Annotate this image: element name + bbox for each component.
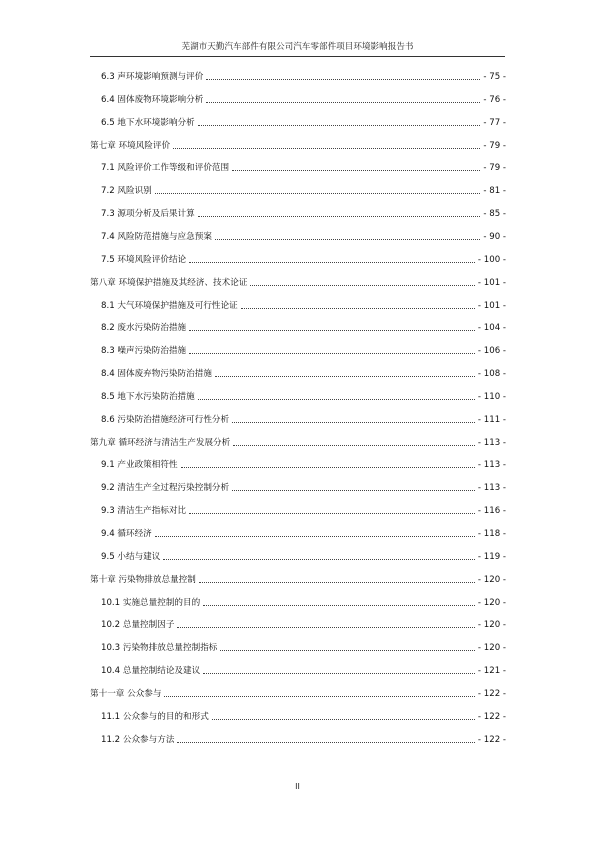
toc-section-entry[interactable]	[90, 550, 506, 564]
toc-section-entry[interactable]	[90, 458, 506, 472]
toc-entry-page: - 120 -	[477, 597, 506, 608]
toc-entry-label: 7.4 风险防范措施与应急预案	[101, 231, 212, 242]
toc-section-entry[interactable]	[90, 596, 506, 610]
toc-entry-label: 10.1 实施总量控制的目的	[101, 597, 201, 608]
toc-entry-label: 7.1 风险评价工作等级和评价范围	[101, 163, 230, 174]
toc-entry-label: 11.1 公众参与的目的和形式	[101, 711, 209, 722]
toc-section-entry[interactable]	[90, 321, 506, 335]
toc-entry-page: - 120 -	[477, 620, 506, 631]
toc-entry-label: 7.5 环境风险评价结论	[101, 254, 187, 265]
toc-dot-leader	[215, 376, 475, 377]
toc-dot-leader	[163, 559, 475, 560]
toc-dot-leader	[220, 650, 475, 651]
toc-section-entry[interactable]	[90, 390, 506, 404]
toc-entry-label: 9.2 清洁生产全过程污染控制分析	[101, 483, 230, 494]
toc-section-entry[interactable]	[90, 733, 506, 747]
toc-section-entry[interactable]	[90, 116, 506, 130]
toc-entry-label: 10.3 污染物排放总量控制指标	[101, 643, 218, 654]
toc-entry-page: - 104 -	[477, 323, 506, 334]
toc-entry-label: 第八章 环境保护措施及其经济、技术论证	[90, 277, 248, 288]
toc-dot-leader	[203, 605, 475, 606]
toc-entry-page: - 101 -	[477, 300, 506, 311]
toc-dot-leader	[198, 399, 475, 400]
toc-section-entry[interactable]	[90, 367, 506, 381]
toc-dot-leader	[233, 445, 475, 446]
toc-entry-label: 10.4 总量控制结论及建议	[101, 666, 201, 677]
toc-entry-page: - 81 -	[483, 186, 506, 197]
toc-entry-label: 9.1 产业政策相符性	[101, 460, 178, 471]
toc-chapter-entry[interactable]	[90, 139, 506, 153]
toc-entry-page: - 90 -	[483, 231, 506, 242]
toc-entry-label: 7.3 源项分析及后果计算	[101, 209, 195, 220]
toc-section-entry[interactable]	[90, 70, 506, 84]
toc-section-entry[interactable]	[90, 413, 506, 427]
toc-dot-leader	[206, 79, 480, 80]
toc-entry-page: - 75 -	[483, 72, 506, 82]
toc-entry-page: - 111 -	[477, 414, 506, 425]
toc-section-entry[interactable]	[90, 299, 506, 313]
toc-entry-label: 9.5 小结与建议	[101, 551, 161, 562]
toc-section-entry[interactable]	[90, 230, 506, 244]
toc-section-entry[interactable]	[90, 618, 506, 632]
toc-entry-page: - 122 -	[477, 688, 506, 699]
toc-chapter-entry[interactable]	[90, 276, 506, 290]
toc-chapter-entry[interactable]	[90, 573, 506, 587]
toc-chapter-entry[interactable]	[90, 436, 506, 450]
toc-entry-page: - 120 -	[477, 643, 506, 654]
toc-entry-label: 8.5 地下水污染防治措施	[101, 391, 195, 402]
toc-entry-page: - 118 -	[477, 529, 506, 539]
toc-dot-leader	[212, 719, 475, 720]
toc-entry-page: - 79 -	[483, 163, 506, 174]
toc-dot-leader	[241, 308, 475, 309]
toc-entry-label: 9.3 清洁生产指标对比	[101, 506, 187, 517]
toc-entry-label: 8.1 大气环境保护措施及可行性论证	[101, 300, 238, 311]
toc-section-entry[interactable]	[90, 527, 506, 541]
toc-section-entry[interactable]	[90, 664, 506, 678]
toc-entry-label: 第九章 循环经济与清洁生产发展分析	[90, 437, 231, 448]
toc-dot-leader	[250, 285, 475, 286]
toc-dot-leader	[155, 193, 481, 194]
toc-section-entry[interactable]	[90, 641, 506, 655]
toc-entry-label: 6.5 地下水环境影响分析	[101, 117, 195, 128]
toc-entry-page: - 122 -	[477, 734, 506, 745]
toc-entry-page: - 79 -	[483, 140, 506, 151]
toc-entry-label: 第十章 污染物排放总量控制	[90, 574, 196, 585]
toc-entry-label: 第七章 环境风险评价	[90, 140, 171, 151]
page-number: II	[295, 782, 300, 791]
toc-section-entry[interactable]	[90, 253, 506, 267]
toc-dot-leader	[189, 513, 475, 514]
toc-dot-leader	[199, 582, 475, 583]
toc-dot-leader	[173, 148, 480, 149]
toc-entry-page: - 100 -	[477, 254, 506, 265]
toc-entry-page: - 77 -	[483, 117, 506, 128]
toc-chapter-entry[interactable]	[90, 687, 506, 701]
toc-dot-leader	[189, 330, 475, 331]
toc-entry-label: 11.2 公众参与方法	[101, 734, 175, 745]
toc-entry-page: - 122 -	[477, 711, 506, 722]
toc-entry-page: - 108 -	[477, 369, 506, 380]
toc-dot-leader	[164, 696, 474, 697]
toc-dot-leader	[198, 216, 481, 217]
toc-entry-label: 8.6 污染防治措施经济可行性分析	[101, 414, 230, 425]
toc-entry-page: - 121 -	[477, 666, 506, 677]
toc-dot-leader	[181, 467, 475, 468]
toc-entry-page: - 116 -	[477, 506, 506, 517]
toc-entry-page: - 120 -	[477, 574, 506, 585]
toc-entry-label: 8.4 固体废弃物污染防治措施	[101, 369, 212, 380]
toc-entry-page: - 110 -	[477, 391, 506, 402]
page-header: 芜湖市天勤汽车部件有限公司汽车零部件项目环境影响报告书	[90, 38, 505, 57]
toc-dot-leader	[177, 742, 474, 743]
toc-entry-page: - 101 -	[477, 277, 506, 288]
toc-entry-page: - 113 -	[477, 437, 506, 448]
toc-entry-label: 9.4 循环经济	[101, 529, 152, 539]
toc-section-entry[interactable]	[90, 481, 506, 495]
toc-section-entry[interactable]	[90, 504, 506, 518]
toc-dot-leader	[215, 239, 480, 240]
toc-entry-label: 8.3 噪声污染防治措施	[101, 346, 187, 357]
toc-section-entry[interactable]	[90, 161, 506, 175]
toc-dot-leader	[232, 422, 475, 423]
toc-entry-page: - 119 -	[477, 551, 506, 562]
toc-dot-leader	[189, 353, 475, 354]
toc-section-entry[interactable]	[90, 93, 506, 107]
toc-entry-page: - 113 -	[477, 460, 506, 471]
toc-entry-label: 6.4 固体废物环境影响分析	[101, 94, 204, 105]
toc-dot-leader	[189, 262, 475, 263]
toc-entry-label: 第十一章 公众参与	[90, 688, 162, 699]
toc-dot-leader	[232, 490, 475, 491]
toc-entry-label: 10.2 总量控制因子	[101, 620, 175, 631]
toc-section-entry[interactable]	[90, 207, 506, 221]
toc-dot-leader	[155, 536, 475, 537]
toc-dot-leader	[198, 125, 481, 126]
toc-dot-leader	[206, 102, 480, 103]
toc-section-entry[interactable]	[90, 710, 506, 724]
toc-section-entry[interactable]	[90, 184, 506, 198]
toc-entry-label: 7.2 风险识别	[101, 186, 152, 197]
toc-dot-leader	[203, 673, 475, 674]
toc-entry-page: - 85 -	[483, 209, 506, 220]
toc-entry-page: - 113 -	[477, 483, 506, 494]
toc-entry-page: - 76 -	[483, 94, 506, 105]
toc-section-entry[interactable]	[90, 344, 506, 358]
toc-dot-leader	[177, 627, 474, 628]
toc-entry-label: 8.2 废水污染防治措施	[101, 323, 187, 334]
toc-entry-label: 6.3 声环境影响预测与评价	[101, 72, 204, 82]
toc-entry-page: - 106 -	[477, 346, 506, 357]
toc-dot-leader	[232, 170, 480, 171]
